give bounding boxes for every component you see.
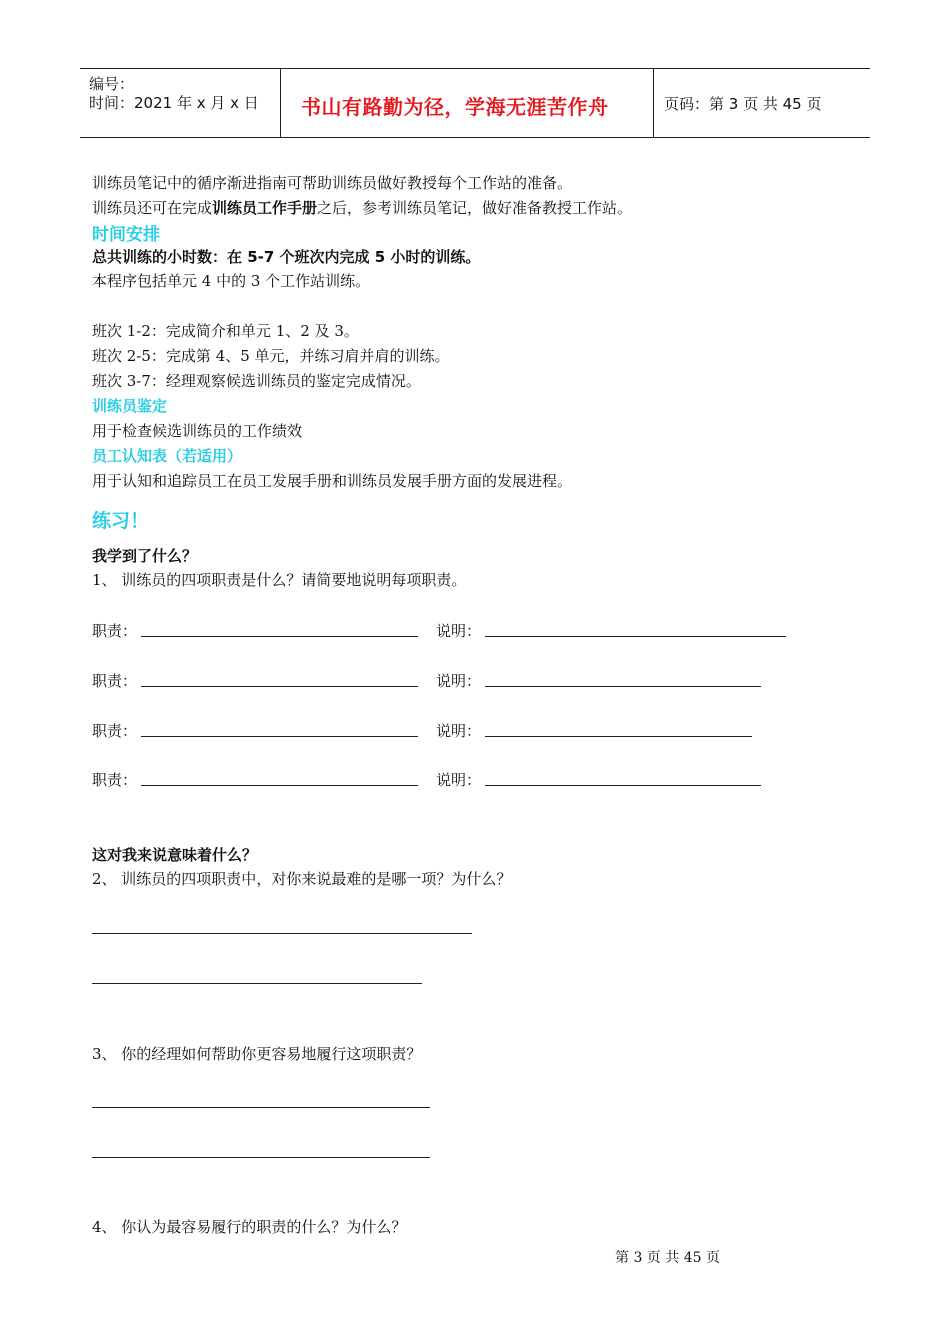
intro-line-2-before: 训练员还可在完成 [92, 199, 213, 217]
desc-label: 说明： [436, 722, 482, 740]
answer-line[interactable] [92, 1157, 430, 1158]
program-text: 本程序包括单元 4 中的 3 个工作站训练。 [92, 272, 371, 290]
total-hours: 总共训练的小时数：在 5-7 个班次内完成 5 小时的训练。 [92, 248, 481, 266]
shift-item: 班次 2-5：完成第 4、5 单元，并练习肩并肩的训练。 [92, 347, 450, 365]
shift-item: 班次 3-7：经理观察候选训练员的鉴定完成情况。 [92, 372, 421, 390]
desc-label: 说明： [436, 672, 482, 690]
duty-label: 职责： [92, 622, 138, 640]
desc-label: 说明： [436, 622, 482, 640]
answer-line[interactable] [92, 933, 472, 934]
duty-answer-line[interactable] [141, 686, 418, 687]
awareness-text: 用于认知和追踪员工在员工发展手册和训练员发展手册方面的发展进程。 [92, 472, 573, 490]
learned-heading: 我学到了什么？ [92, 547, 198, 565]
assessment-heading: 训练员鉴定 [92, 397, 168, 415]
meaning-heading: 这对我来说意味着什么？ [92, 846, 258, 864]
question-1: 1、 训练员的四项职责是什么？请简要地说明每项职责。 [92, 571, 467, 589]
desc-answer-line[interactable] [485, 636, 786, 637]
shift-item: 班次 1-2：完成简介和单元 1、2 及 3。 [92, 322, 359, 340]
workbook-title: 训练员工作手册 [212, 199, 318, 217]
duty-label: 职责： [92, 771, 138, 789]
question-2: 2、 训练员的四项职责中，对你来说最难的是哪一项？为什么？ [92, 870, 512, 888]
practice-heading: 练习！ [92, 510, 150, 532]
desc-answer-line[interactable] [485, 686, 761, 687]
intro-line-2-after: 之后，参考训练员笔记，做好准备教授工作站。 [317, 199, 633, 217]
desc-label: 说明： [436, 771, 482, 789]
header-motto-cell [281, 69, 654, 137]
duty-label: 职责： [92, 722, 138, 740]
desc-answer-line[interactable] [485, 785, 761, 786]
question-4: 4、 你认为最容易履行的职责的什么？为什么？ [92, 1218, 407, 1236]
page-info: 页码：第 3 页 共 45 页 [664, 95, 822, 113]
duty-answer-line[interactable] [141, 636, 418, 637]
question-3: 3、 你的经理如何帮助你更容易地履行这项职责？ [92, 1045, 422, 1063]
intro-line-2 [92, 197, 632, 218]
duty-answer-line[interactable] [141, 736, 418, 737]
motto-text: 书山有路勤为径，学海无涯苦作舟 [301, 95, 609, 119]
schedule-heading: 时间安排 [92, 225, 160, 245]
page-footer: 第 3 页 共 45 页 [615, 1250, 720, 1266]
answer-line[interactable] [92, 983, 422, 984]
time-label: 时间：2021 年 x 月 x 日 [89, 94, 259, 112]
duty-label: 职责： [92, 672, 138, 690]
awareness-heading: 员工认知表（若适用） [92, 447, 243, 465]
intro-line-1: 训练员笔记中的循序渐进指南可帮助训练员做好教授每个工作站的准备。 [92, 174, 573, 192]
header-meta-cell [80, 69, 281, 137]
duty-answer-line[interactable] [141, 785, 418, 786]
assessment-text: 用于检查候选训练员的工作绩效 [92, 422, 303, 440]
answer-line[interactable] [92, 1107, 430, 1108]
desc-answer-line[interactable] [485, 736, 752, 737]
header-table [80, 68, 870, 138]
number-label: 编号： [89, 75, 135, 93]
